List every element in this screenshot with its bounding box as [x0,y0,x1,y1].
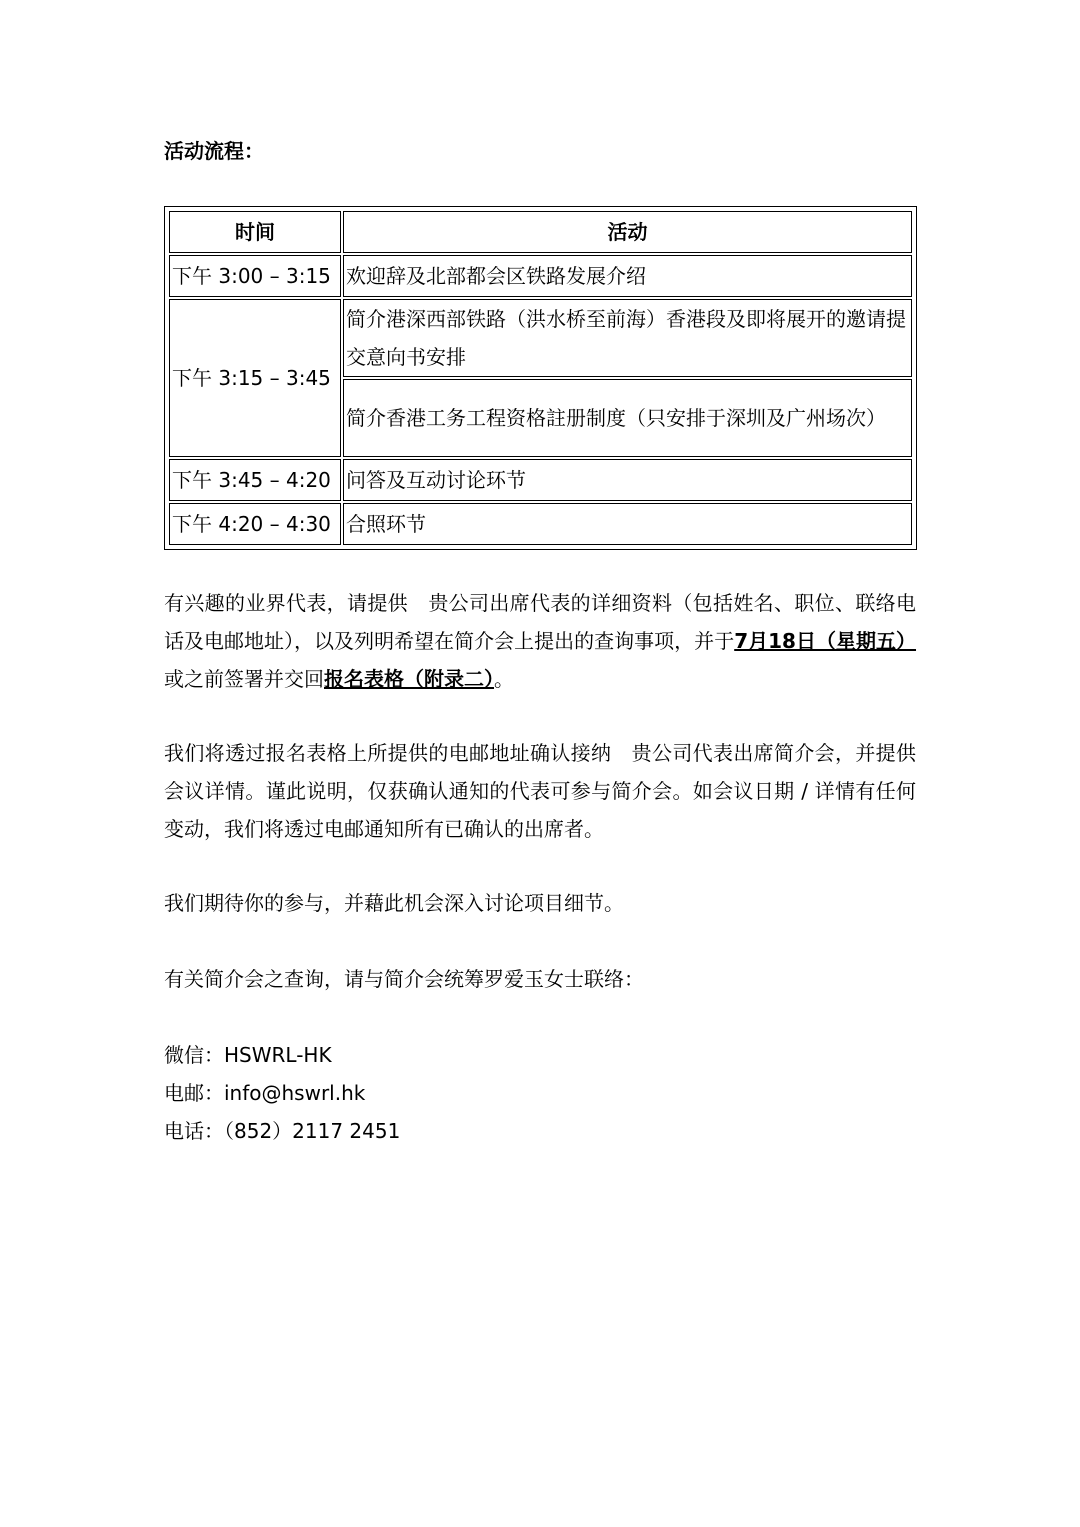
deadline-date: 7月18日（星期五） [734,629,917,653]
table-row [169,503,912,545]
registration-text: 有兴趣的业界代表，请提供 贵公司出席代表的详细资料（包括姓名、职位、联络电话及电邮地址），以及列明希望在简介会上提出的查询事项，并于 [164,591,916,653]
contact-email[interactable]: 电邮：info@hswrl.hk [164,1081,366,1105]
registration-text-middle: 或之前签署并交回 [164,667,324,691]
header-time: 时间 [169,211,341,253]
time-cell: 下午 3:15 – 3:45 [169,299,341,457]
confirmation-paragraph: 我们将透过报名表格上所提供的电邮地址确认接纳 贵公司代表出席简介会，并提供会议详情。谨此说明，仅获确认通知的代表可参与简介会。如会议日期 / 详情有任何变动，我们将透过电邮通知所有已确认的出席者。 [164,741,916,841]
inquiry-paragraph: 有关简介会之查询，请与简介会统筹罗爱玉女士联络： [164,967,644,991]
section-heading: 活动流程： [164,139,264,163]
registration-form-link[interactable]: 报名表格（附录二） [324,667,494,691]
time-cell: 下午 4:20 – 4:30 [169,503,341,545]
registration-paragraph [164,584,916,698]
table-header-row [169,211,912,253]
header-activity: 活动 [343,211,912,253]
closing-paragraph: 我们期待你的参与，并藉此机会深入讨论项目细节。 [164,891,624,915]
activity-cell: 合照环节 [343,503,912,545]
time-cell: 下午 3:00 – 3:15 [169,255,341,297]
contact-wechat: 微信：HSWRL-HK [164,1043,332,1067]
activity-cell: 简介香港工务工程资格註册制度（只安排于深圳及广州场次） [343,379,912,457]
table-row [169,299,912,377]
activity-cell: 简介港深西部铁路（洪水桥至前海）香港段及即将展开的邀请提交意向书安排 [343,299,912,377]
registration-text-end: 。 [494,667,514,691]
table-row [169,255,912,297]
table-row [169,459,912,501]
activity-cell: 欢迎辞及北部都会区铁路发展介绍 [343,255,912,297]
activity-cell: 问答及互动讨论环节 [343,459,912,501]
time-cell: 下午 3:45 – 4:20 [169,459,341,501]
contact-phone: 电话：（852）2117 2451 [164,1119,401,1143]
schedule-table [164,206,917,550]
